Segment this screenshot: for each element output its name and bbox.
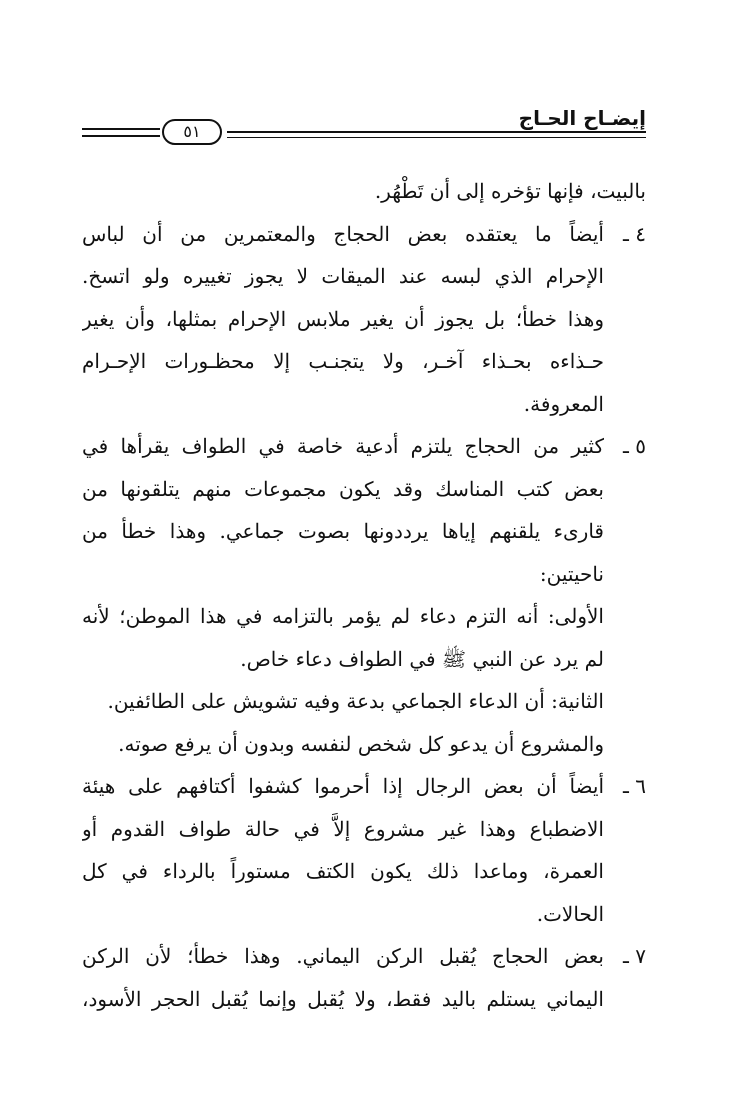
item-line: والمشروع أن يدعو كل شخص لنفسه وبدون أن يرفع صوته.	[118, 731, 604, 756]
item-line: لم يرد عن النبي ﷺ في الطواف دعاء خاص.	[240, 646, 604, 671]
item-line: الحالات.	[536, 901, 604, 926]
page-body	[82, 170, 646, 1020]
book-title: إيضـاح الحـاج	[518, 106, 646, 130]
list-item	[82, 765, 646, 935]
item-number: ٥ ـ	[623, 434, 646, 458]
item-line: كثير من الحجاج يلتزم أدعية خاصة في الطواف يقرأها في	[82, 434, 604, 458]
item-number: ٤ ـ	[623, 221, 646, 246]
item-line: أيضاً أن بعض الرجال إذا أحرموا كشفوا أكتافهم على هيئة	[82, 774, 604, 798]
page-header	[82, 100, 646, 150]
item-number: ٦ ـ	[623, 774, 646, 798]
header-rule-right-bottom	[227, 137, 646, 138]
item-line: الاضطباع وهذا غير مشروع إلاَّ في حالة طواف القدوم أو	[82, 816, 604, 841]
list-item	[82, 213, 646, 426]
item-line: قارىء يلقنهم إياها يرددونها بصوت جماعي. وهذا خطأ من	[82, 519, 604, 543]
intro-line: بالبيت، فإنها تؤخره إلى أن تَطْهُر.	[374, 179, 646, 203]
item-line: بعض الحجاج يُقبل الركن اليماني. وهذا خطأ؛ لأن الركن	[82, 944, 604, 968]
item-line: حـذاءه بحـذاء آخـر، ولا يتجنـب إلا محظـورات الإحـرام	[82, 349, 604, 373]
header-rule	[227, 131, 646, 133]
item-line: الأولى: أنه التزم دعاء لم يؤمر بالتزامه في هذا الموطن؛ لأنه	[82, 604, 604, 628]
item-line: اليماني يستلم باليد فقط، ولا يُقبل وإنما يُقبل الحجر الأسود،	[82, 986, 604, 1011]
item-line: أيضاً ما يعتقده بعض الحجاج والمعتمرين من أن لباس	[82, 221, 604, 246]
item-line: بعض كتب المناسك وقد يكون مجموعات منهم يتلقونها من	[82, 476, 604, 501]
item-line: العمرة، وماعدا ذلك يكون الكتف مستوراً بالرداء في كل	[82, 859, 604, 883]
page-number: ٥١	[162, 119, 222, 145]
item-number: ٧ ـ	[623, 944, 646, 968]
item-line: الإحرام الذي لبسه عند الميقات لا يجوز تغييره ولو اتسخ.	[82, 264, 604, 288]
item-line: ناحيتين:	[539, 561, 604, 586]
header-rule-left-bottom	[82, 135, 160, 137]
item-line: الثانية: أن الدعاء الجماعي بدعة وفيه تشويش على الطائفين.	[107, 689, 604, 713]
item-line: وهذا خطأ؛ بل يجوز أن يغير ملابس الإحرام بمثلها، وأن يغير	[82, 306, 604, 331]
header-rule-left-top	[82, 128, 160, 130]
list-item	[82, 935, 646, 1020]
list-item	[82, 425, 646, 765]
item-line: المعروفة.	[523, 391, 604, 416]
